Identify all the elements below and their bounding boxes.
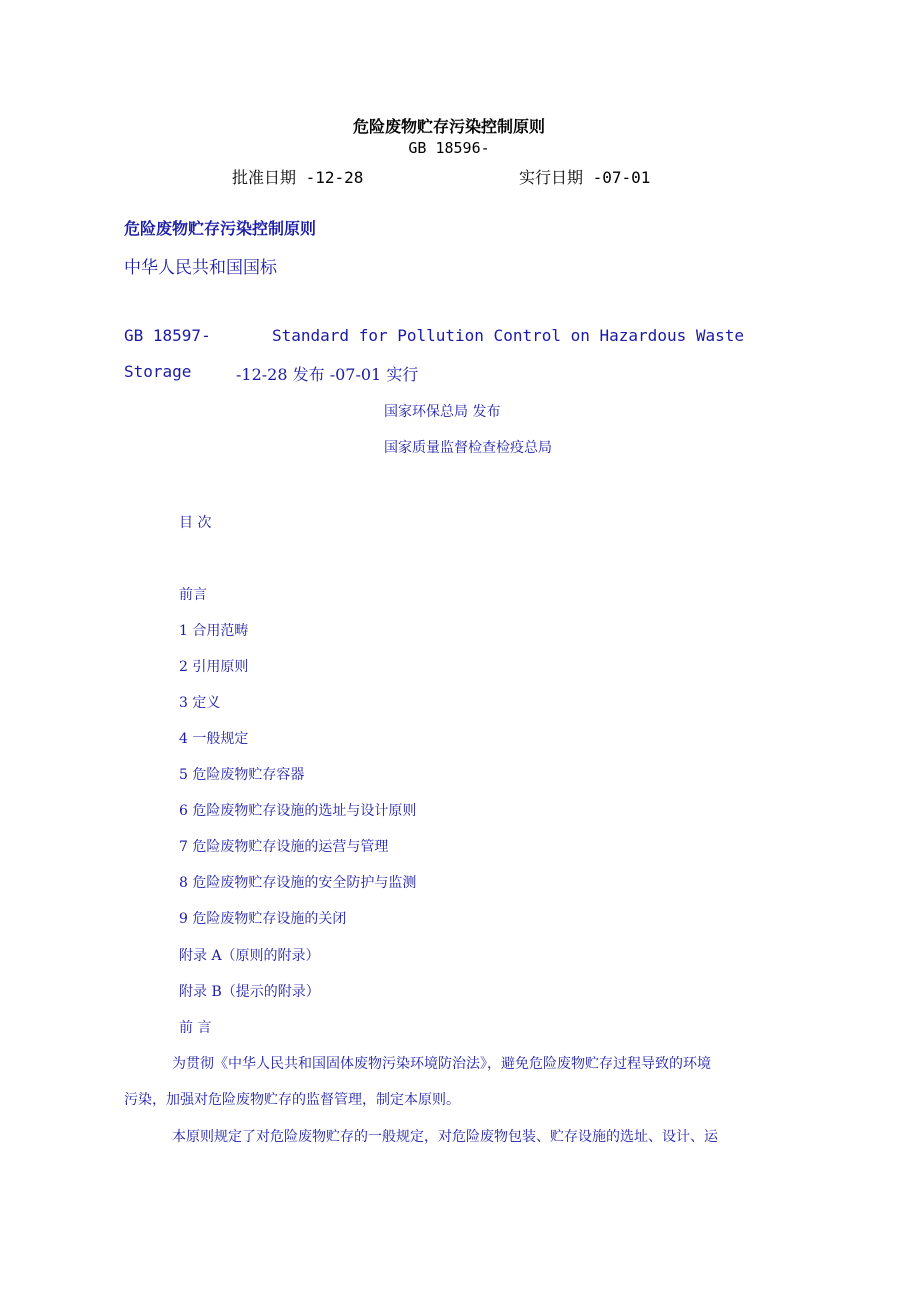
standard-code: GB 18596- — [408, 139, 490, 157]
national-standard-label: 中华人民共和国国标 — [124, 258, 277, 278]
toc-item: 7 危险废物贮存设施的运营与管理 — [179, 839, 389, 855]
preface-heading: 前 言 — [179, 1020, 212, 1036]
toc-item: 3 定义 — [179, 695, 221, 711]
toc-item: 5 危险废物贮存容器 — [179, 767, 305, 783]
preface-paragraph: 为贯彻《中华人民共和国固体废物污染环境防治法》，避免危险废物贮存过程导致的环境 — [172, 1056, 711, 1072]
approve-date: 批准日期 -12-28 — [232, 168, 364, 187]
document-title: 危险废物贮存污染控制原则 — [352, 117, 545, 136]
effective-date: 实行日期 -07-01 — [519, 168, 651, 187]
toc-item: 9 危险废物贮存设施的关闭 — [179, 911, 347, 927]
toc-item: 附录 B（提示的附录） — [179, 984, 320, 1000]
toc-item: 1 合用范畴 — [179, 623, 249, 639]
english-title-continued: Storage — [124, 362, 192, 381]
preface-paragraph: 本原则规定了对危险废物贮存的一般规定，对危险废物包装、贮存设施的选址、设计、运 — [172, 1129, 718, 1145]
issuer-primary: 国家环保总局 发布 — [384, 404, 501, 420]
toc-item: 4 一般规定 — [179, 731, 249, 747]
issue-dates: -12-28 发布 -07-01 实行 — [236, 365, 419, 384]
standard-number: GB 18597- — [124, 326, 211, 345]
issuer-secondary: 国家质量监督检查检疫总局 — [384, 440, 552, 456]
english-title: Standard for Pollution Control on Hazardous Waste — [272, 326, 745, 345]
toc-item: 前言 — [179, 587, 207, 603]
toc-item: 附录 A（原则的附录） — [179, 948, 320, 964]
toc-item: 2 引用原则 — [179, 659, 249, 675]
toc-item: 8 危险废物贮存设施的安全防护与监测 — [179, 875, 417, 891]
toc-title: 目 次 — [179, 515, 212, 531]
section-heading: 危险废物贮存污染控制原则 — [124, 219, 317, 238]
preface-paragraph-continued: 污染，加强对危险废物贮存的监督管理，制定本原则。 — [124, 1092, 460, 1108]
toc-item: 6 危险废物贮存设施的选址与设计原则 — [179, 803, 417, 819]
